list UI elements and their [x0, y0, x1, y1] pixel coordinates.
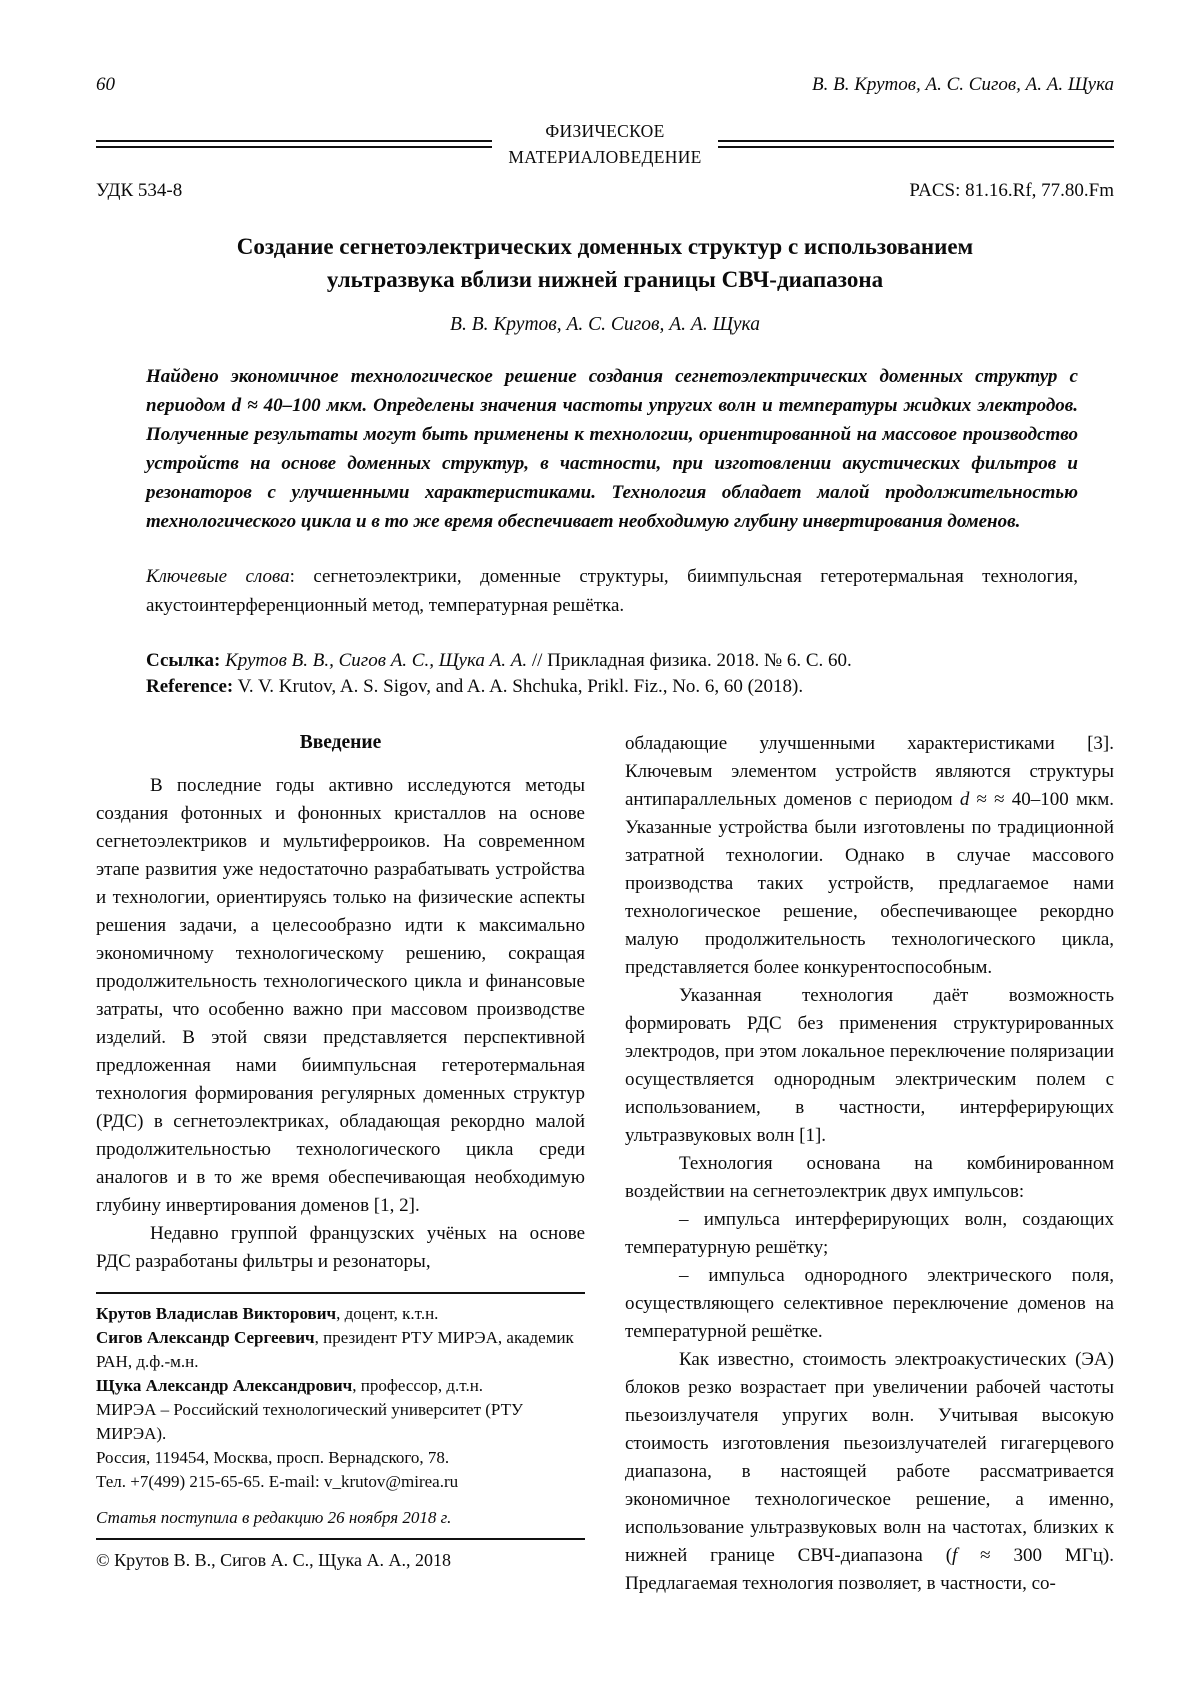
received-date-line: Статья поступила в редакцию 26 ноября 2018 г. — [96, 1508, 452, 1527]
right-paragraph-6-pre: Как известно, стоимость электроакустических (ЭА) блоков резко возрастает при увеличении рабочей частоты пьезоизлучателя упругих волн. Учитывая высокую стоимость изготовления пьезоизлучателей гигагерцевого диапазона, в настоящей работе рассматривается экономичное технологическое решение, а именно, использование ультразвуковых волн на частотах, близких к нижней границе СВЧ-диапазона ( — [625, 1349, 1114, 1566]
right-paragraph-6-variable: f — [952, 1545, 958, 1566]
citation-ru-authors: Крутов В. В., Сигов А. С., Щука А. А. — [220, 650, 532, 671]
article-title-line1: Создание сегнетоэлектрических доменных структур с использованием — [236, 234, 974, 259]
footnote-author-1-name: Крутов Владислав Викторович — [96, 1304, 337, 1323]
keywords-label: Ключевые слова — [146, 566, 290, 587]
citation-ru — [146, 648, 1114, 674]
right-paragraph-6-post: ≈ 300 МГц). Предлагаемая технология позволяет, в частности, со- — [625, 1545, 1114, 1594]
keywords — [146, 562, 1078, 620]
abstract: Найдено экономичное технологическое решение создания сегнетоэлектрических доменных структур с периодом d ≈ 40–100 мкм. Определены значения частоты упругих волн и температуры жидких электродов. Полученные результаты могут быть применены к технологии, ориентированной на массовое производство устройств на основе доменных структур, в частности, при изготовлении акустических фильтров и резонаторов с улучшенными характеристиками. Технология обладает малой продолжительностью технологического цикла и в то же время обеспечивает необходимую глубину инвертирования доменов. — [146, 366, 1078, 532]
two-column-body — [96, 730, 1114, 1598]
citation-ru-label: Ссылка: — [146, 650, 221, 671]
section-rule-left — [96, 140, 492, 148]
section-band — [96, 118, 1114, 170]
right-paragraph-1-post: ≈ ≈ 40–100 мкм. Указанные устройства были изготовлены по традиционной затратной технологии. Однако в случае массового производства таких устройств, предлагаемое нами технологическое решение, обеспечивающее рекордно малую продолжительность технологического цикла, представляется более конкурентоспособным. — [625, 789, 1114, 978]
right-paragraph-1-pre: обладающие улучшенными характеристиками [3]. Ключевым элементом устройств являются структуры антипараллельных доменов с периодом — [625, 733, 1114, 810]
right-paragraph-6 — [625, 1346, 1114, 1598]
footnote-author-1-rest: , доцент, к.т.н. — [336, 1304, 439, 1323]
citation-en-label: Reference: — [146, 676, 234, 697]
right-paragraph-5: – импульса однородного электрического поля, осуществляющего селективное переключение доменов на температурной решётке. — [625, 1265, 1114, 1342]
footnote-affiliation: МИРЭА – Российский технологический университет (РТУ МИРЭА). — [96, 1400, 523, 1443]
footnote-author-3-name: Щука Александр Александрович — [96, 1376, 353, 1395]
codes-row — [96, 180, 1114, 202]
section-label-line1: ФИЗИЧЕСКОЕ — [545, 121, 665, 141]
footnote-author-1 — [96, 1302, 585, 1326]
udc-code: УДК 534-8 — [96, 180, 183, 201]
intro-heading: Введение — [299, 732, 382, 753]
footnote-author-3 — [96, 1374, 585, 1398]
citation-en — [146, 674, 1114, 700]
citation-en-text: V. V. Krutov, A. S. Sigov, and A. A. Shchuka, Prikl. Fiz., No. 6, 60 (2018). — [233, 676, 804, 697]
footnote-address: Россия, 119454, Москва, просп. Вернадского, 78. — [96, 1448, 450, 1467]
article-title — [96, 230, 1114, 296]
left-column — [96, 730, 585, 1598]
pacs-code: PACS: 81.16.Rf, 77.80.Fm — [909, 180, 1114, 201]
section-label-line2: МАТЕРИАЛОВЕДЕНИЕ — [508, 147, 702, 167]
footnote-rule-bottom — [96, 1538, 585, 1540]
citation-ru-rest: // Прикладная физика. 2018. № 6. С. 60. — [531, 650, 852, 671]
article-title-line2: ультразвука вблизи нижней границы СВЧ-диапазона — [326, 267, 884, 292]
right-paragraph-1-variable: d — [959, 789, 970, 810]
footnote-author-2-rest: , президент РТУ МИРЭА, академик РАН, д.ф.-м.н. — [96, 1328, 574, 1371]
running-authors: В. В. Крутов, А. С. Сигов, А. А. Щука — [812, 74, 1114, 95]
right-paragraph-3: Технология основана на комбинированном воздействии на сегнетоэлектрик двух импульсов: — [625, 1153, 1114, 1202]
right-paragraph-1 — [625, 730, 1114, 982]
section-rule-right — [718, 140, 1114, 148]
running-head — [96, 74, 1114, 96]
author-footnote — [96, 1292, 585, 1572]
footnote-rule-top — [96, 1292, 585, 1294]
footnote-author-3-rest: , профессор, д.т.н. — [352, 1376, 484, 1395]
intro-paragraph-2: Недавно группой французских учёных на основе РДС разработаны фильтры и резонаторы, — [96, 1223, 585, 1272]
copyright-line: © Крутов В. В., Сигов А. С., Щука А. А., 2018 — [96, 1550, 451, 1570]
footnote-author-2-name: Сигов Александр Сергеевич — [96, 1328, 315, 1347]
footnote-author-2 — [96, 1326, 585, 1374]
footnote-contact: Тел. +7(499) 215-65-65. E-mail: v_krutov@mirea.ru — [96, 1472, 459, 1491]
citation-block — [146, 648, 1114, 700]
right-paragraph-2: Указанная технология даёт возможность формировать РДС без применения структурированных электродов, при этом локальное переключение поляризации осуществляется однородным электрическим полем с использованием, в частности, интерферирующих ультразвуковых волн [1]. — [625, 985, 1114, 1146]
page-number: 60 — [96, 74, 115, 95]
section-label — [492, 118, 717, 170]
keywords-text: : сегнетоэлектрики, доменные структуры, биимпульсная гетеротермальная технология, акустоинтерференционный метод, температурная решётка. — [146, 566, 1078, 616]
right-column — [625, 730, 1114, 1598]
right-paragraph-4: – импульса интерферирующих волн, создающих температурную решётку; — [625, 1209, 1114, 1258]
authors-line: В. В. Крутов, А. С. Сигов, А. А. Щука — [450, 314, 760, 335]
intro-paragraph-1: В последние годы активно исследуются методы создания фотонных и фононных кристаллов на основе сегнетоэлектриков и мультиферроиков. На современном этапе развития уже недостаточно разрабатывать устройства и технологии, ориентируясь только на физические аспекты решения задачи, а целесообразно идти к максимально экономичному технологическому решению, сокращая продолжительность технологического цикла и финансовые затраты, что особенно важно при массовом производстве изделий. В этой связи представляется перспективной предложенная нами биимпульсная гетеротермальная технология формирования регулярных доменных структур (РДС) в сегнетоэлектриках, обладающая рекордно малой продолжительностью технологического цикла среди аналогов и в то же время обеспечивающая необходимую глубину инвертирования доменов [1, 2]. — [96, 775, 585, 1216]
